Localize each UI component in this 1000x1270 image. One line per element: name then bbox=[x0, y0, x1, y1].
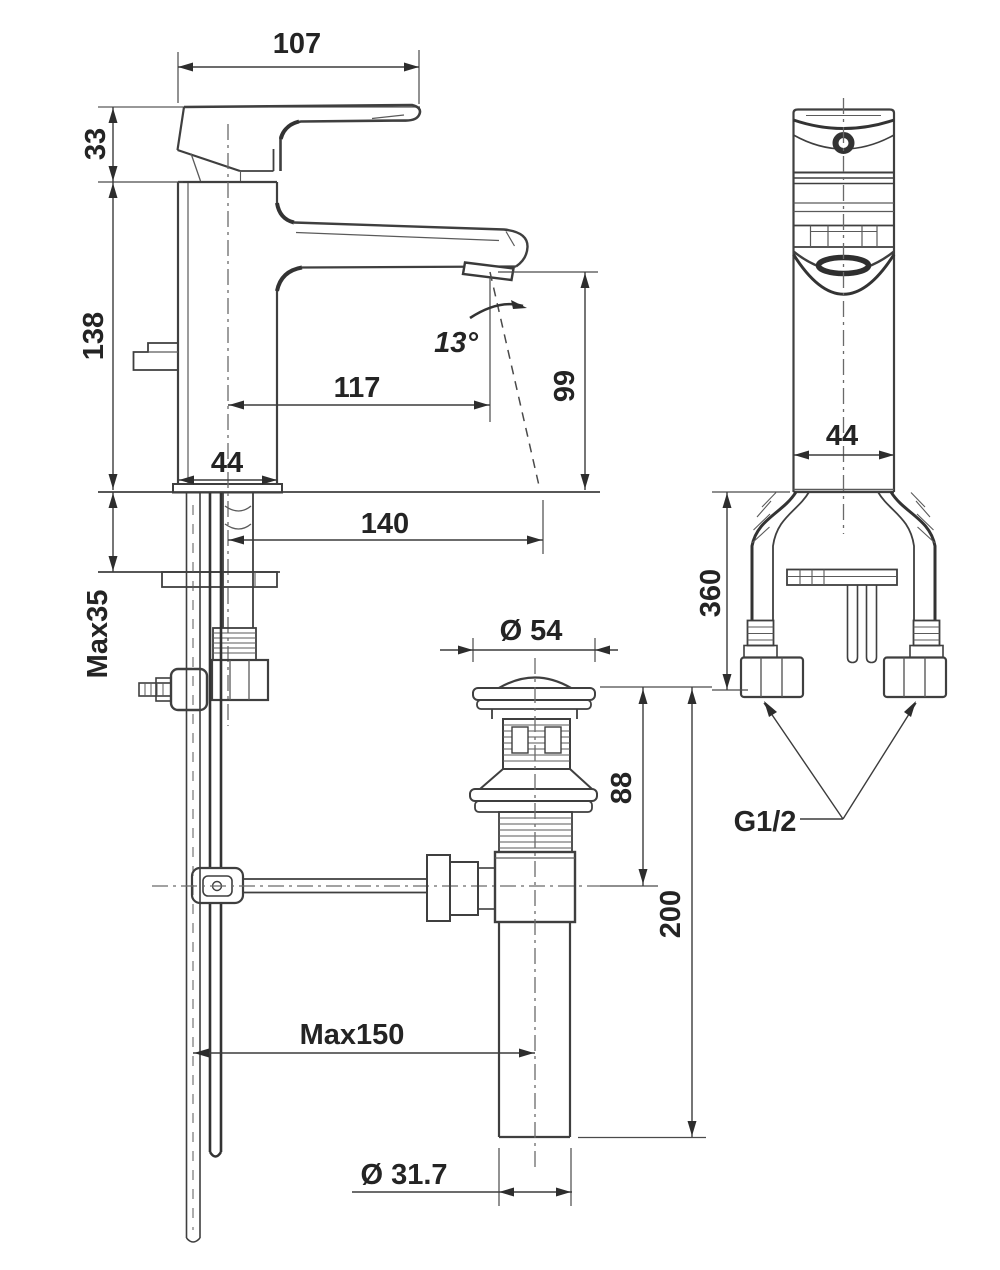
rod-bracket bbox=[171, 669, 207, 710]
dim-deck-thickness bbox=[82, 492, 118, 678]
dim-label-g12: G1/2 bbox=[733, 806, 797, 838]
dim-label-33: 33 bbox=[80, 127, 112, 161]
aerator-side bbox=[463, 263, 514, 281]
dim-base-width bbox=[178, 447, 277, 485]
dim-label-88: 88 bbox=[606, 771, 638, 805]
dim-body-height bbox=[78, 182, 118, 490]
drain-assembly bbox=[427, 658, 597, 1170]
side-view-underdeck bbox=[98, 492, 600, 1242]
dim-label-138: 138 bbox=[78, 311, 110, 361]
dim-spout-angle bbox=[434, 272, 540, 490]
dim-drain-flange-dia bbox=[440, 615, 618, 662]
dim-drain-height bbox=[600, 687, 712, 886]
dim-rod-reach bbox=[193, 1019, 535, 1058]
dim-label-99: 99 bbox=[549, 369, 581, 403]
dim-stream-reach bbox=[228, 500, 543, 554]
lift-rod bbox=[210, 493, 221, 1157]
dim-thread-size bbox=[734, 701, 916, 838]
front-view-faucet bbox=[794, 98, 895, 534]
dim-label-13deg: 13° bbox=[434, 327, 478, 359]
hose-nut-left bbox=[741, 658, 803, 698]
dim-top-width bbox=[178, 28, 419, 104]
hose-nut-right bbox=[884, 658, 946, 698]
dim-tailpiece-length bbox=[578, 687, 706, 1138]
supply-hoses bbox=[741, 492, 946, 697]
dim-label-117: 117 bbox=[333, 372, 381, 404]
dim-hose-length bbox=[695, 492, 790, 690]
dim-label-max35: Max35 bbox=[82, 589, 114, 679]
dim-label-140: 140 bbox=[360, 508, 410, 540]
dim-label-360: 360 bbox=[695, 568, 727, 618]
dim-label-dia54: Ø 54 bbox=[499, 615, 563, 647]
dim-pipe-dia bbox=[352, 1148, 572, 1206]
dim-label-44-side: 44 bbox=[210, 447, 244, 479]
dim-handle-height bbox=[80, 107, 183, 182]
dim-label-107: 107 bbox=[272, 28, 322, 60]
dim-label-200: 200 bbox=[655, 889, 687, 939]
side-view-faucet bbox=[98, 105, 528, 726]
dim-label-dia31-7: Ø 31.7 bbox=[360, 1159, 448, 1191]
dim-label-44-front: 44 bbox=[825, 420, 859, 452]
dim-label-max150: Max150 bbox=[299, 1019, 405, 1051]
